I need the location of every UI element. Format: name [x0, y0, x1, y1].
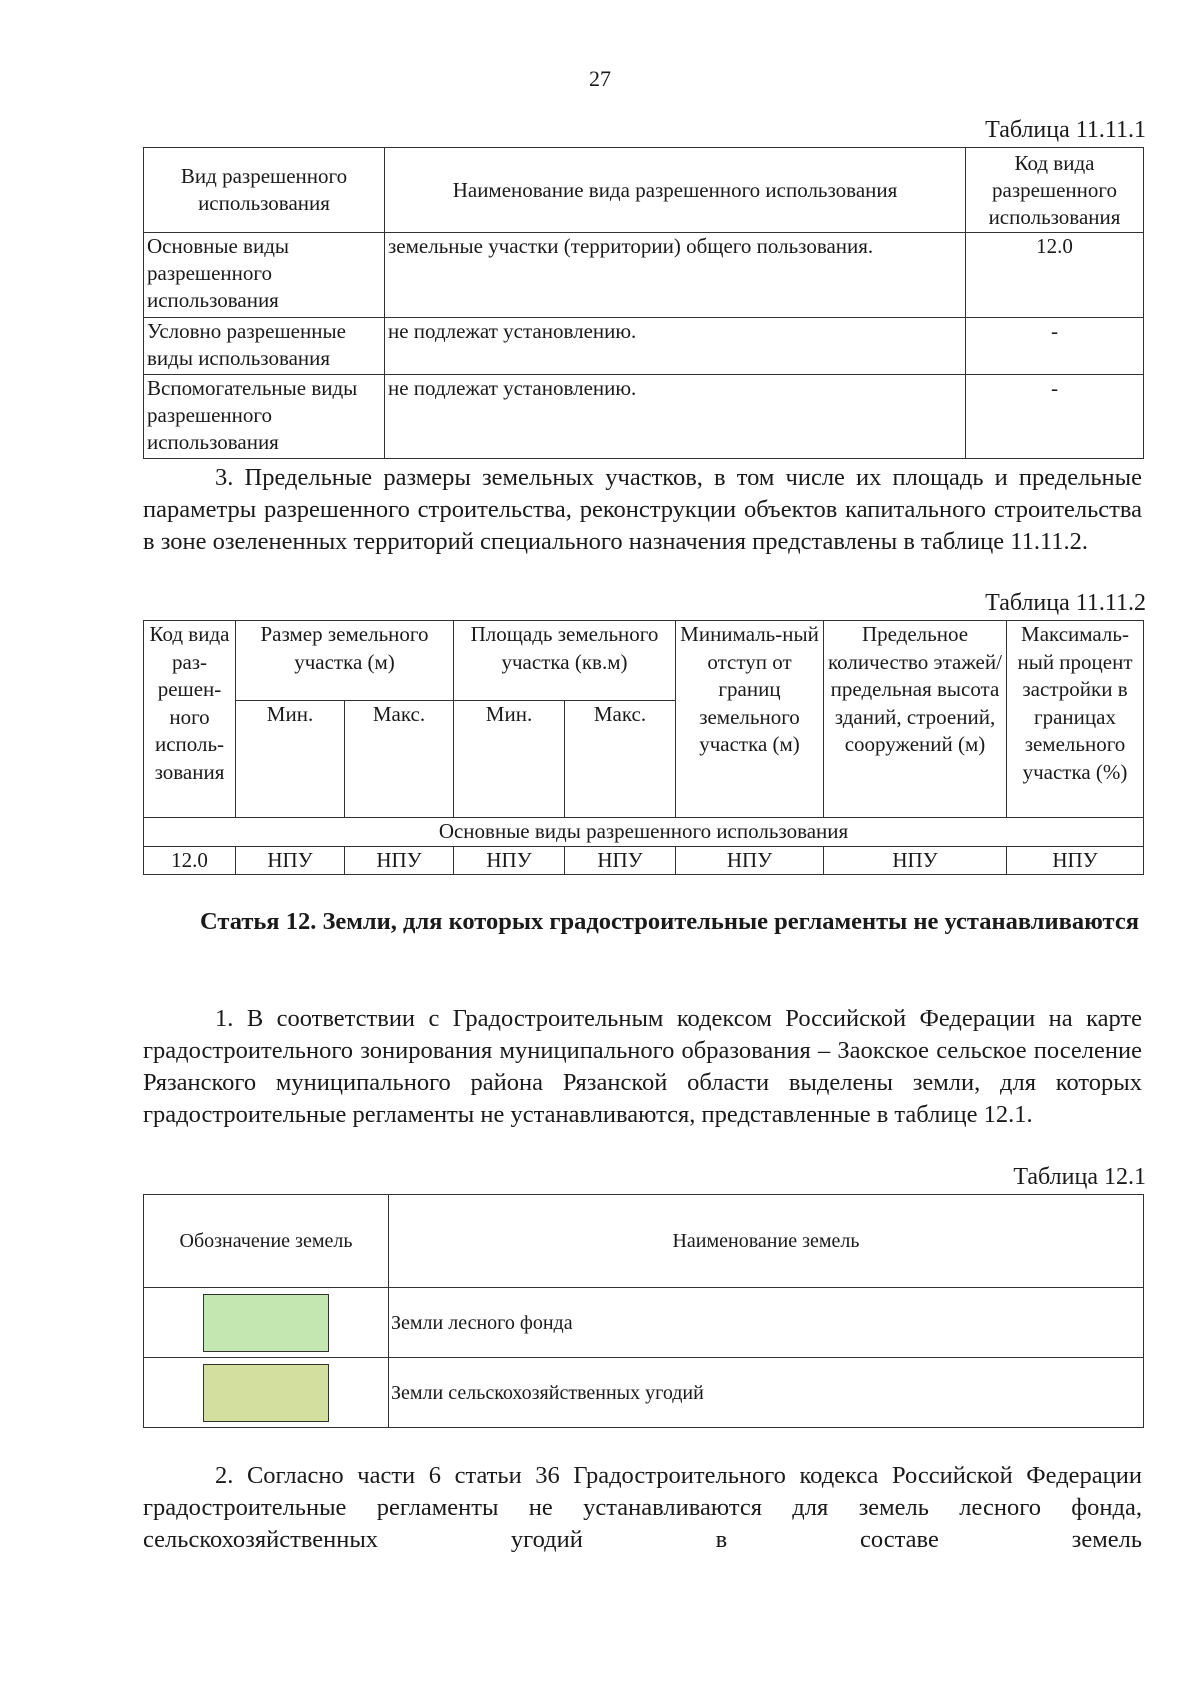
- use-type-cell: Основные виды разрешенного использования: [144, 233, 385, 318]
- table-row: [144, 1288, 1144, 1358]
- use-type-cell: Условно разрешенные виды использования: [144, 318, 385, 375]
- agricultural-land-swatch: [203, 1364, 329, 1422]
- table-cell: НПУ: [1007, 846, 1144, 875]
- table-header-cell: Код вида разрешенного использования: [966, 148, 1144, 233]
- header-max-percent: Максималь-ный процент застройки в границах земельного участка (%): [1007, 621, 1144, 818]
- table-row: [144, 233, 1144, 318]
- table-cell: НПУ: [824, 846, 1007, 875]
- forest-land-swatch: [203, 1294, 329, 1352]
- header-size-max: Макс.: [345, 701, 454, 818]
- designation-cell: [144, 1358, 389, 1428]
- table-cell: НПУ: [565, 846, 676, 875]
- paragraph-3: [143, 462, 1142, 558]
- header-designation: Обозначение земель: [144, 1195, 389, 1288]
- paragraph-3-text: 3. Предельные размеры земельных участков, в том числе их площадь и предельные параметры разрешенного строительства, реконструкции объектов капитального строительства в зоне озелененных территорий специального назначения представлены в таблице 11.11.2.: [143, 464, 1142, 555]
- header-area-max: Макс.: [565, 701, 676, 818]
- section-row: Основные виды разрешенного использования: [144, 818, 1144, 847]
- table-11-11-2-caption: Таблица 11.11.2: [985, 590, 1146, 616]
- header-min-offset: Минималь-ный отступ от границ земельного участка (м): [676, 621, 824, 818]
- table-row: [144, 846, 1144, 875]
- header-size: Размер земельного участка (м): [236, 621, 454, 701]
- header-land-name: Наименование земель: [389, 1195, 1144, 1288]
- table-11-11-1-caption: Таблица 11.11.1: [985, 117, 1146, 143]
- land-name-cell: Земли лесного фонда: [389, 1288, 1144, 1358]
- table-cell: НПУ: [345, 846, 454, 875]
- paragraph-12-2: [143, 1460, 1142, 1556]
- table-11-11-2: [143, 620, 1144, 875]
- header-code: Код вида раз-решен-ного исполь-зования: [144, 621, 236, 818]
- table-cell: 12.0: [144, 846, 236, 875]
- table-row: [144, 318, 1144, 375]
- table-row: [144, 375, 1144, 459]
- paragraph-12-1-text: 1. В соответствии с Градостроительным кодексом Российской Федерации на карте градостроительного зонирования муниципального образования – Заокское сельское поселение Рязанского муниципального района Рязанской области выделены земли, для которых градостроительные регламенты не устанавливаются, представленные в таблице 12.1.: [143, 1005, 1142, 1128]
- table-header-cell: Вид разрешенного использования: [144, 148, 385, 233]
- page-number: 27: [589, 66, 611, 91]
- land-name-cell: Земли сельскохозяйственных угодий: [389, 1358, 1144, 1428]
- article-12-heading-text: Статья 12. Земли, для которых градостроительные регламенты не устанавливаются: [200, 908, 1139, 935]
- table-11-11-1: [143, 147, 1144, 459]
- table-12-1-caption: Таблица 12.1: [1013, 1164, 1146, 1190]
- table-cell: НПУ: [454, 846, 565, 875]
- paragraph-12-1: [143, 1003, 1142, 1131]
- header-area: Площадь земельного участка (кв.м): [454, 621, 676, 701]
- use-type-cell: Вспомогательные виды разрешенного использования: [144, 375, 385, 459]
- use-name-cell: земельные участки (территории) общего пользования.: [385, 233, 966, 318]
- use-code-cell: 12.0: [966, 233, 1144, 318]
- use-code-cell: -: [966, 318, 1144, 375]
- designation-cell: [144, 1288, 389, 1358]
- paragraph-12-2-text: 2. Согласно части 6 статьи 36 Градостроительного кодекса Российской Федерации градостроительные регламенты не устанавливаются для земель лесного фонда, сельскохозяйственных угодий в составе земель: [143, 1462, 1142, 1553]
- article-12-heading: [143, 906, 1142, 938]
- table-header-cell: Наименование вида разрешенного использования: [385, 148, 966, 233]
- table-row: [144, 1358, 1144, 1428]
- header-area-min: Мин.: [454, 701, 565, 818]
- table-cell: НПУ: [676, 846, 824, 875]
- header-size-min: Мин.: [236, 701, 345, 818]
- header-floors: Предельное количество этажей/ предельная высота зданий, строений, сооружений (м): [824, 621, 1007, 818]
- table-12-1: [143, 1194, 1144, 1428]
- use-code-cell: -: [966, 375, 1144, 459]
- table-cell: НПУ: [236, 846, 345, 875]
- use-name-cell: не подлежат установлению.: [385, 318, 966, 375]
- use-name-cell: не подлежат установлению.: [385, 375, 966, 459]
